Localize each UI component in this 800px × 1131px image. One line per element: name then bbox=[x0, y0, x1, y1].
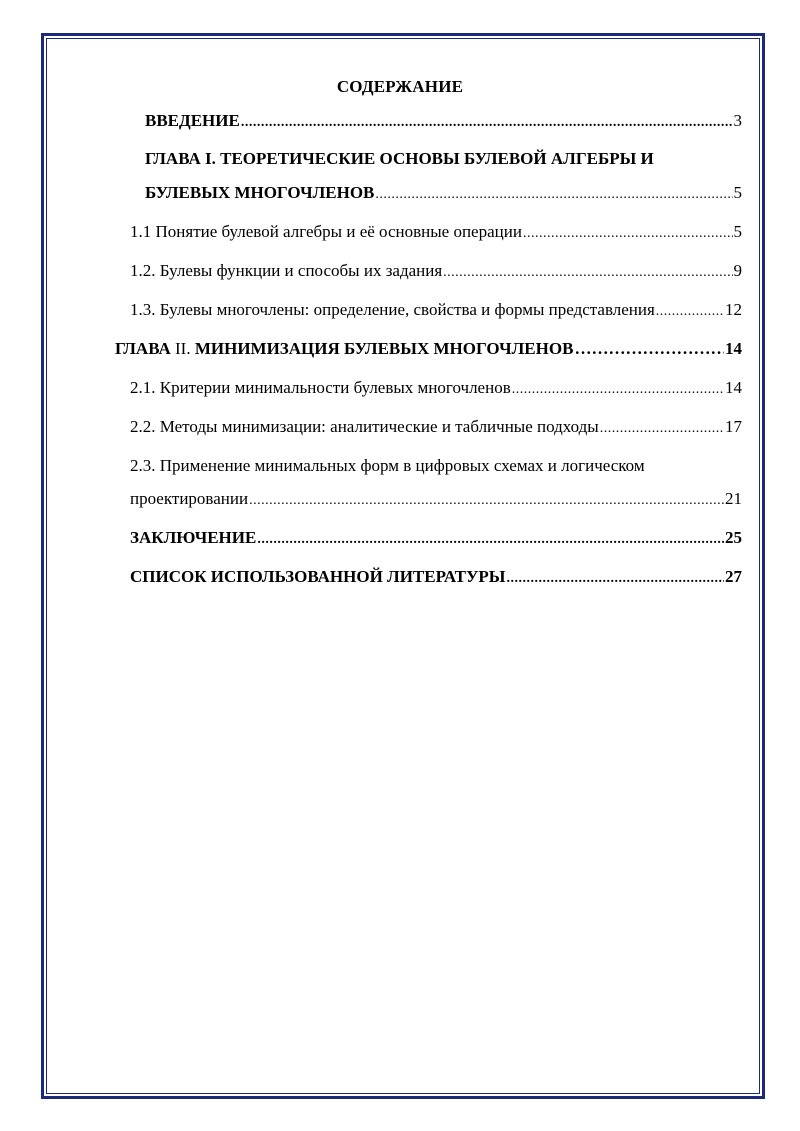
toc-leader-dots bbox=[507, 566, 725, 592]
toc-entry-label: ЗАКЛЮЧЕНИЕ bbox=[130, 528, 257, 547]
toc-entry-section-2-3-line1[interactable]: 2.3. Применение минимальных форм в цифровых схемах и логическом bbox=[130, 456, 645, 475]
toc-leader-dots bbox=[600, 416, 724, 442]
toc-entry-page: 9 bbox=[733, 261, 742, 280]
toc-entry-label: 2.2. Методы минимизации: аналитические и табличные подходы bbox=[130, 417, 599, 436]
chapter2-dot: . bbox=[186, 339, 195, 358]
toc-entry-page: 25 bbox=[725, 528, 742, 547]
toc-entry-chapter1[interactable] bbox=[145, 180, 742, 208]
toc-entry-label: 1.3. Булевы многочлены: определение, свойства и формы представления bbox=[130, 300, 655, 319]
toc-entry-section-2-3[interactable] bbox=[130, 486, 742, 514]
toc-entry-chapter2[interactable] bbox=[115, 336, 742, 362]
toc-entry-conclusion[interactable] bbox=[130, 525, 742, 553]
chapter2-roman: II bbox=[175, 339, 187, 358]
toc-entry-page: 14 bbox=[725, 378, 742, 397]
toc-entry-page: 17 bbox=[725, 417, 742, 436]
toc-entry-intro[interactable] bbox=[145, 108, 742, 136]
toc-entry-chapter1-line1[interactable]: ГЛАВА I. ТЕОРЕТИЧЕСКИЕ ОСНОВЫ БУЛЕВОЙ АЛГЕБРЫ И bbox=[145, 149, 654, 168]
chapter2-prefix: ГЛАВА bbox=[115, 339, 175, 358]
toc-entry-section-1-3[interactable] bbox=[130, 297, 742, 325]
toc-entry-page: 3 bbox=[733, 111, 742, 130]
toc-entry-page: 12 bbox=[725, 300, 742, 319]
toc-entry-references[interactable] bbox=[130, 564, 742, 592]
toc-entry-section-2-2[interactable] bbox=[130, 414, 742, 442]
toc-entry-page: 21 bbox=[725, 489, 742, 508]
toc-entry-page: 5 bbox=[733, 222, 742, 241]
toc-leader-dots bbox=[443, 260, 732, 286]
toc-entry-section-2-1[interactable] bbox=[130, 375, 742, 403]
toc-entry-page: 14 bbox=[725, 339, 742, 358]
toc-leader-dots bbox=[375, 182, 732, 208]
toc-leader-dots bbox=[249, 488, 724, 514]
toc-entry-label: 2.1. Критерии минимальности булевых многочленов bbox=[130, 378, 511, 397]
toc-entry-section-1-1[interactable] bbox=[130, 219, 742, 247]
toc-entry-label: проектировании bbox=[130, 489, 249, 508]
toc-entry-label: БУЛЕВЫХ МНОГОЧЛЕНОВ bbox=[145, 183, 375, 202]
toc-entry-label bbox=[115, 336, 573, 362]
toc-leader-dots bbox=[574, 336, 724, 362]
chapter2-title: МИНИМИЗАЦИЯ БУЛЕВЫХ МНОГОЧЛЕНОВ bbox=[194, 339, 574, 358]
toc-entry-label: ВВЕДЕНИЕ bbox=[145, 111, 240, 130]
toc-entry-page: 27 bbox=[725, 567, 742, 586]
toc-leader-dots bbox=[241, 110, 733, 136]
toc-leader-dots bbox=[656, 299, 724, 325]
toc-leader-dots bbox=[257, 527, 724, 553]
toc-entry-label: 1.1 Понятие булевой алгебры и её основные операции bbox=[130, 222, 522, 241]
toc-entry-label: 1.2. Булевы функции и способы их задания bbox=[130, 261, 443, 280]
toc-entry-label: СПИСОК ИСПОЛЬЗОВАННОЙ ЛИТЕРАТУРЫ bbox=[130, 567, 506, 586]
toc-leader-dots bbox=[512, 377, 724, 403]
toc-entry-section-1-2[interactable] bbox=[130, 258, 742, 286]
toc-leader-dots bbox=[523, 221, 733, 247]
toc-title: СОДЕРЖАНИЕ bbox=[336, 77, 464, 96]
toc-entry-page: 5 bbox=[733, 183, 742, 202]
